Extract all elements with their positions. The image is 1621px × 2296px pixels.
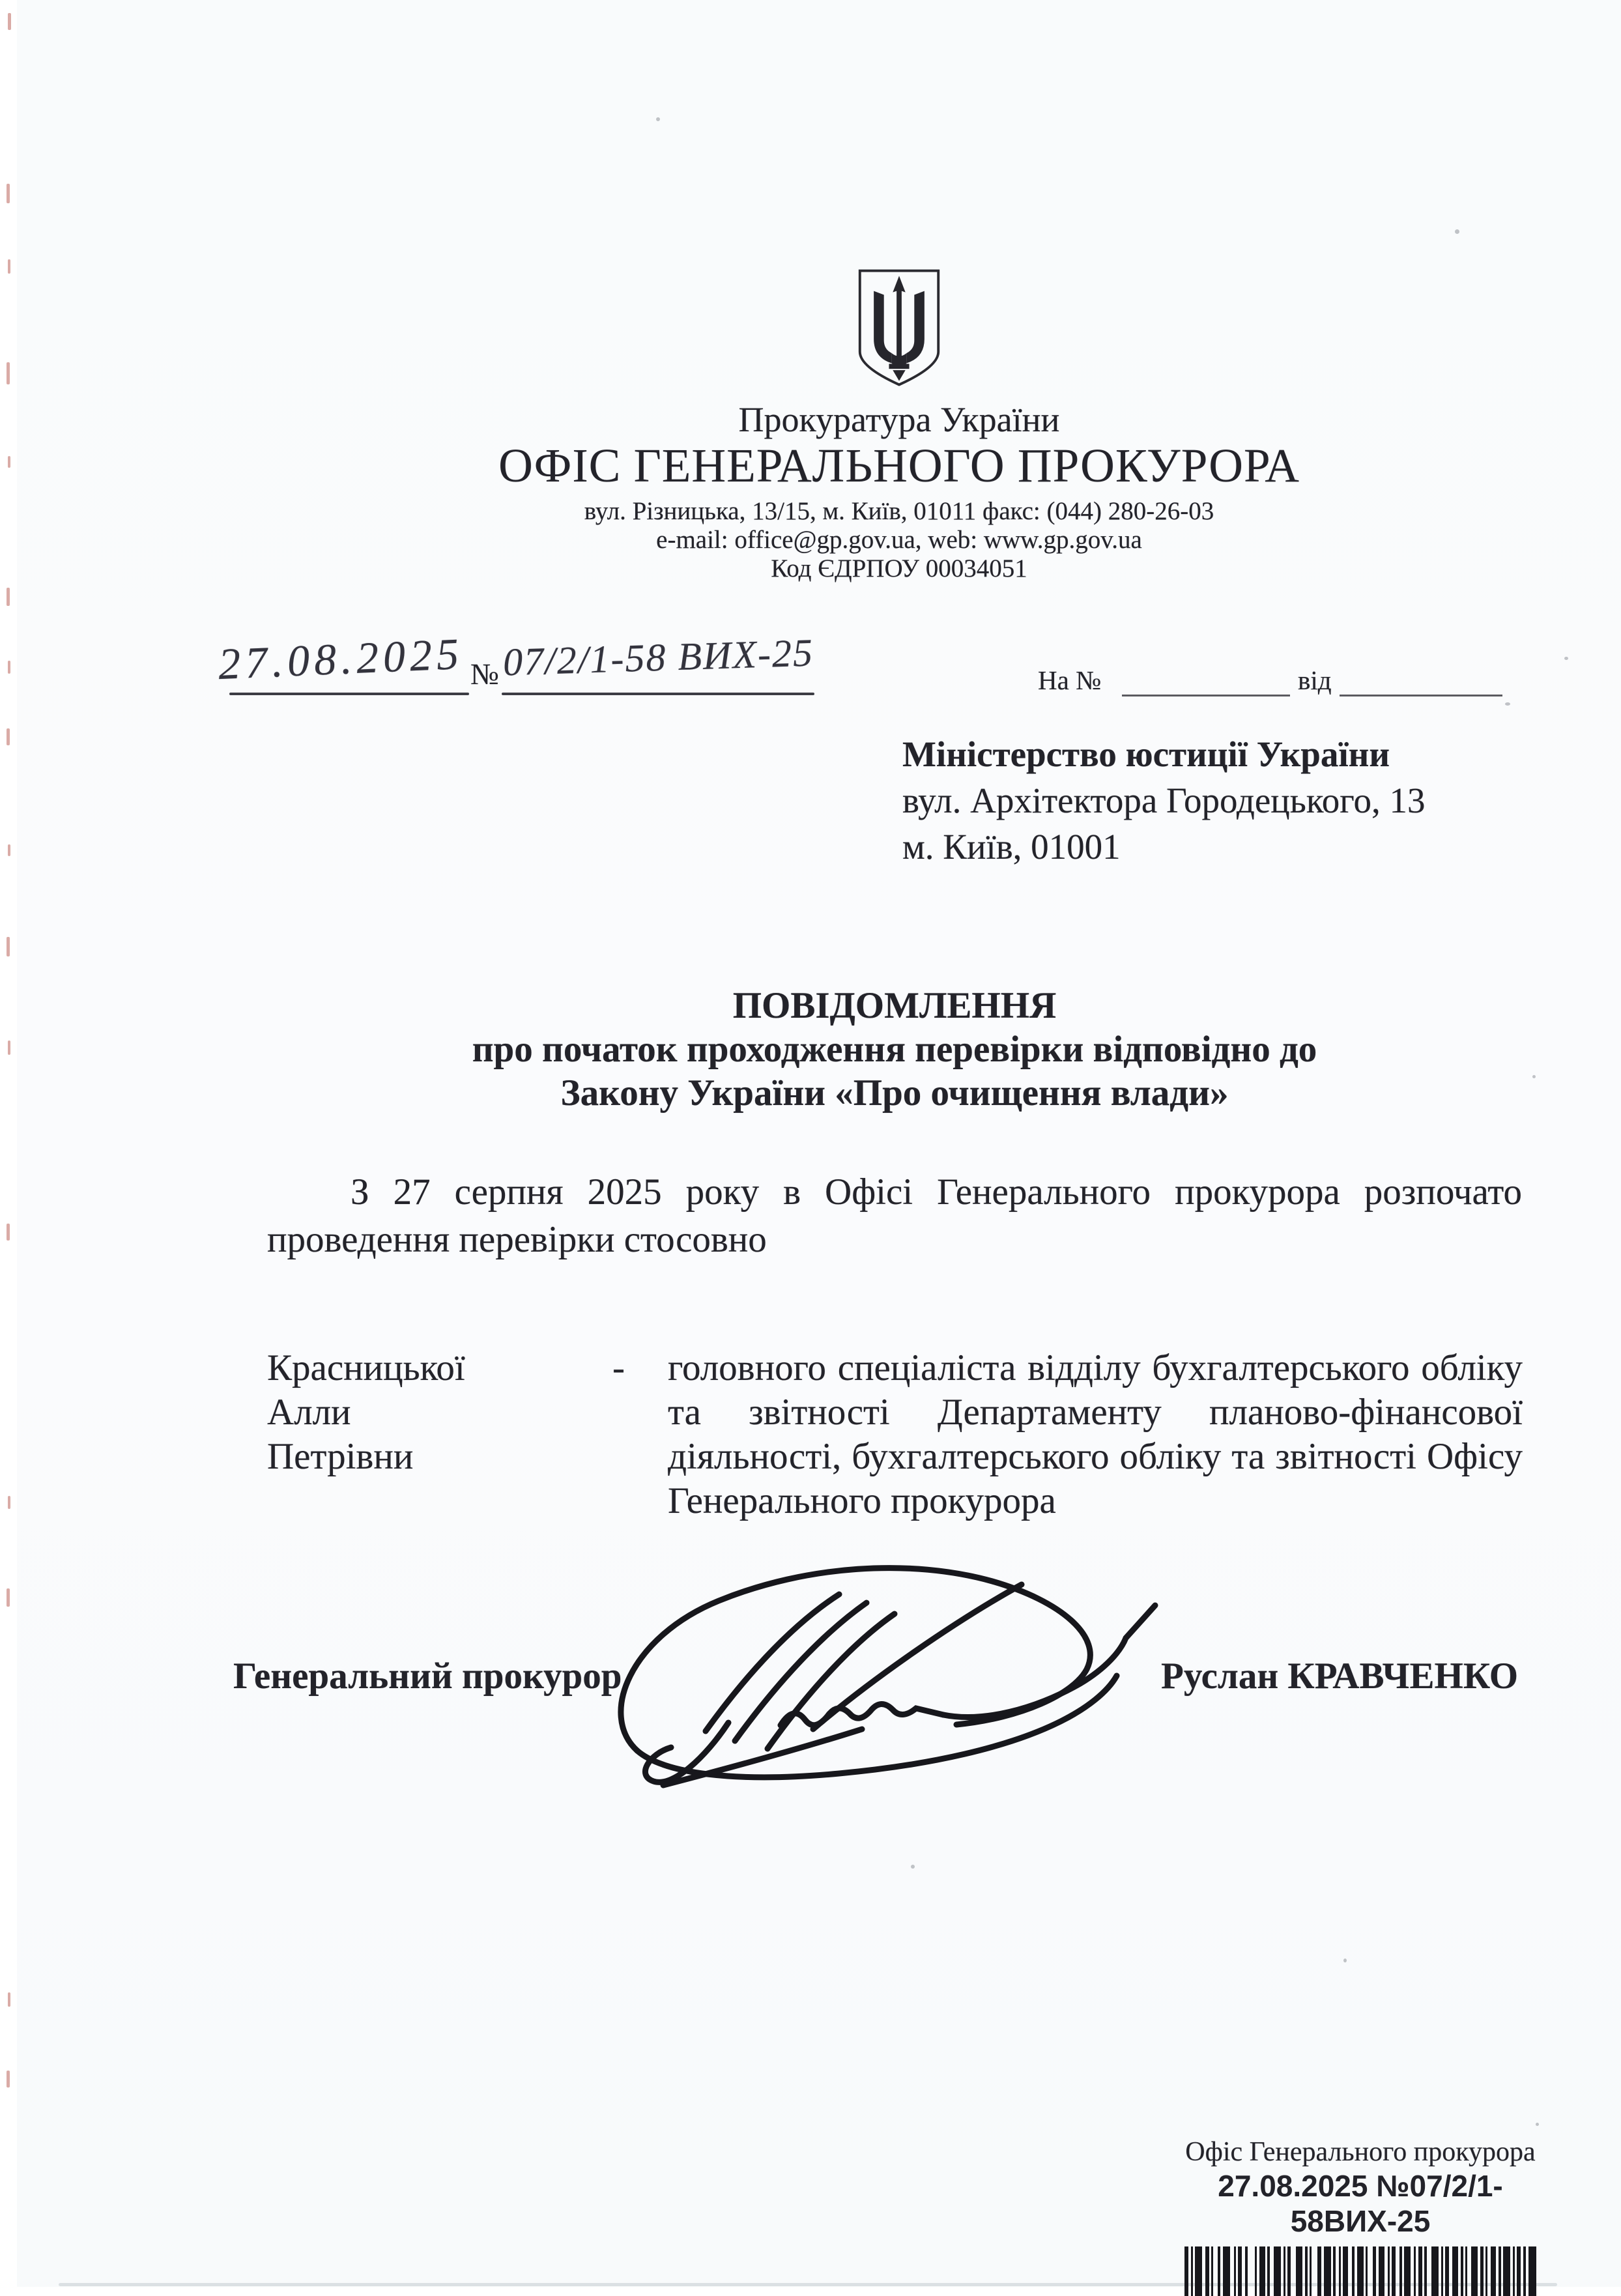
recipient-address-city: м. Київ, 01001 [902,827,1121,867]
scan-artifact [7,184,10,203]
position-line: діяльності, бухгалтерського обліку та звітності Офісу [668,1436,1523,1477]
document-title [267,984,1522,1115]
footer-registration-number: 27.08.2025 №07/2/1-58ВИХ-25 [1218,2169,1503,2238]
org-name-small: Прокуратура України [738,400,1060,439]
scan-artifact [7,2071,10,2088]
handwritten-outgoing-number: 07/2/1-58 ВИХ-25 [502,631,814,684]
recipient-name: Міністерство юстиції України [902,734,1390,774]
scan-speck [1532,1075,1536,1078]
scan-artifact [8,844,10,856]
scan-artifact [8,1496,10,1509]
scan-artifact [8,259,10,274]
registration-footer [1171,2136,1549,2296]
reply-date-blank-line [1340,695,1502,696]
number-sign: № [470,657,499,691]
scan-artifact [7,1224,10,1241]
scan-speck [1505,702,1510,706]
recipient-block [902,731,1541,870]
signer-name: Руслан КРАВЧЕНКО [1161,1656,1519,1697]
scan-speck [911,1865,915,1869]
scan-speck [656,117,660,121]
handwritten-date: 27.08.2025 [217,628,465,689]
title-line: про початок проходження перевірки відповідно до [472,1029,1317,1070]
scan-artifact [7,588,10,606]
date-underline [229,693,469,695]
subject-patronymic: Петрівни [267,1436,414,1477]
reply-from-label: від [1298,665,1332,695]
scan-artifact [8,661,10,674]
body-line: проведення перевірки стосовно [267,1219,767,1260]
scan-edge-left [0,0,17,2296]
title-line: ПОВІДОМЛЕННЯ [732,985,1057,1026]
scan-artifact [8,456,10,468]
body-paragraph [267,1168,1522,1263]
recipient-address-street: вул. Архітектора Городецького, 13 [902,781,1426,820]
reply-number-label: На № [1038,665,1102,695]
org-contacts: e-mail: office@gp.gov.ua, web: www.gp.gov.ua [656,526,1142,554]
position-line: Генерального прокурора [668,1480,1056,1521]
reply-number-blank-line [1122,695,1290,696]
title-line: Закону України «Про очищення влади» [560,1072,1229,1113]
body-line: З 27 серпня 2025 року в Офісі Генерального прокурора розпочато [351,1171,1522,1213]
subject-separator-dash: - [612,1347,625,1388]
org-edrpou: Код ЄДРПОУ 00034051 [771,554,1027,582]
signer-position-label: Генеральний прокурор [233,1656,622,1697]
position-line: та звітності Департаменту планово-фінансової [668,1392,1523,1433]
position-line: головного спеціаліста відділу бухгалтерського обліку [668,1347,1523,1388]
scan-artifact [7,1588,10,1607]
scan-artifact [7,362,10,384]
coat-of-arms-ukraine-icon [855,266,943,390]
number-underline [502,693,814,695]
barcode [1184,2246,1536,2296]
org-name-main: ОФІС ГЕНЕРАЛЬНОГО ПРОКУРОРА [498,439,1300,492]
subject-name-column [267,1346,541,1479]
scan-artifact [7,937,10,956]
scan-speck [1536,2123,1539,2126]
org-address: вул. Різницька, 13/15, м. Київ, 01011 факс: (044) 280-26-03 [584,497,1214,525]
subject-surname: Красницької [267,1347,465,1388]
scan-artifact [8,1992,10,2007]
scan-artifact [7,728,10,745]
subject-position-column [668,1346,1523,1523]
scan-speck [1343,1959,1347,1962]
scan-speck [1455,229,1459,234]
scan-speck [1564,657,1568,660]
letterhead [177,266,1621,583]
footer-org-name: Офіс Генерального прокурора [1185,2137,1536,2167]
scan-artifact [8,1040,10,1055]
scan-artifact [8,13,11,30]
subject-first-name: Алли [267,1392,351,1433]
signature-scribble [566,1558,1211,1800]
